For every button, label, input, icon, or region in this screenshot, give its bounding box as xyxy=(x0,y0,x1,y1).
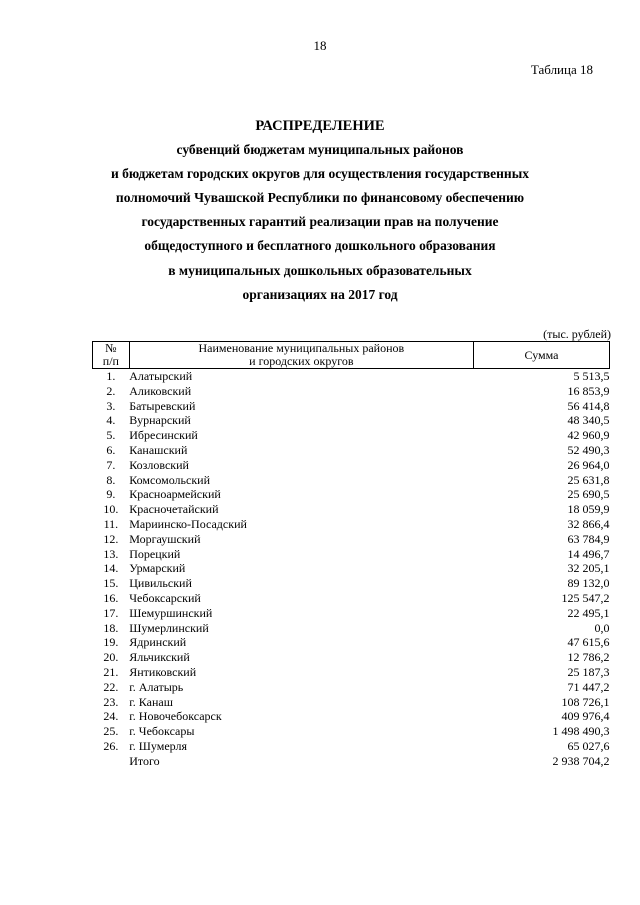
row-name: Порецкий xyxy=(129,546,181,561)
row-name: Моргаушский xyxy=(129,531,201,546)
row-sum: 48 340,5 xyxy=(567,413,610,428)
document-title xyxy=(0,114,640,307)
row-name: Батыревский xyxy=(129,398,196,413)
header-name xyxy=(129,342,473,369)
row-sum: 16 853,9 xyxy=(567,383,610,398)
row-sum: 108 726,1 xyxy=(561,694,610,709)
row-sum: 71 447,2 xyxy=(567,679,610,694)
table-row xyxy=(93,369,610,384)
row-name: Шемуршинский xyxy=(129,605,213,620)
row-name: г. Новочебоксарск xyxy=(129,709,222,724)
row-sum: 56 414,8 xyxy=(567,398,610,413)
header-num-line1: № xyxy=(105,341,117,355)
table-row xyxy=(93,650,610,665)
row-sum: 22 495,1 xyxy=(567,605,610,620)
table-row xyxy=(93,709,610,724)
row-name: Вурнарский xyxy=(129,413,191,428)
table-row xyxy=(93,724,610,739)
distribution-table xyxy=(92,341,610,769)
row-num: 24. xyxy=(103,709,119,724)
table-row xyxy=(93,665,610,680)
row-sum: 52 490,3 xyxy=(567,442,610,457)
row-name: Мариинско-Посадский xyxy=(129,516,247,531)
row-num: 10. xyxy=(103,502,119,517)
table-row xyxy=(93,532,610,547)
table-row xyxy=(93,576,610,591)
header-num-line2: п/п xyxy=(102,354,119,368)
title-line: государственных гарантий реализации прав на получение xyxy=(141,214,499,230)
total-label: Итого xyxy=(129,753,160,768)
title-main: РАСПРЕДЕЛЕНИЕ xyxy=(255,118,385,134)
header-name-line1: Наименование муниципальных районов xyxy=(198,341,405,355)
table-row xyxy=(93,487,610,502)
row-name: Козловский xyxy=(129,457,189,472)
table-row xyxy=(93,739,610,754)
row-name: Янтиковский xyxy=(129,664,197,679)
table-row xyxy=(93,695,610,710)
title-line: в муниципальных дошкольных образовательных xyxy=(168,262,472,278)
total-sum: 2 938 704,2 xyxy=(552,753,610,768)
table-row xyxy=(93,547,610,562)
page-number: 18 xyxy=(313,38,327,53)
row-sum: 12 786,2 xyxy=(567,650,610,665)
table-header-row xyxy=(93,342,610,369)
row-num: 22. xyxy=(103,679,119,694)
table-row xyxy=(93,680,610,695)
row-num: 8. xyxy=(106,472,116,487)
row-num: 12. xyxy=(103,531,119,546)
row-sum: 65 027,6 xyxy=(567,738,610,753)
row-name: г. Шумерля xyxy=(129,738,188,753)
row-num: 7. xyxy=(106,457,116,472)
table-label: Таблица 18 xyxy=(530,62,593,77)
row-num: 6. xyxy=(106,442,116,457)
title-line: организациях на 2017 год xyxy=(242,286,398,302)
row-sum: 1 498 490,3 xyxy=(552,724,610,739)
row-sum: 32 866,4 xyxy=(567,516,610,531)
row-name: Канашский xyxy=(129,442,188,457)
row-sum: 63 784,9 xyxy=(567,531,610,546)
row-name: Красночетайский xyxy=(129,502,219,517)
table-row xyxy=(93,517,610,532)
row-num: 2. xyxy=(106,383,116,398)
row-name: Аликовский xyxy=(129,383,192,398)
row-name: Яльчикский xyxy=(129,650,190,665)
table-row xyxy=(93,473,610,488)
row-name: Красноармейский xyxy=(129,487,221,502)
row-sum: 25 690,5 xyxy=(567,487,610,502)
title-line: общедоступного и бесплатного дошкольного образования xyxy=(144,238,496,254)
row-name: г. Чебоксары xyxy=(129,724,195,739)
row-sum: 14 496,7 xyxy=(567,546,610,561)
table-body xyxy=(93,369,610,769)
row-sum: 42 960,9 xyxy=(567,428,610,443)
row-sum: 25 187,3 xyxy=(567,664,610,679)
row-name: Ибресинский xyxy=(129,428,198,443)
row-num: 17. xyxy=(103,605,119,620)
title-line: субвенций бюджетам муниципальных районов xyxy=(176,142,464,158)
row-sum: 125 547,2 xyxy=(561,590,610,605)
row-sum: 26 964,0 xyxy=(567,457,610,472)
table-row xyxy=(93,413,610,428)
table-row xyxy=(93,621,610,636)
units-note: (тыс. рублей) xyxy=(543,327,611,341)
row-sum: 25 631,8 xyxy=(567,472,610,487)
row-num: 5. xyxy=(106,428,116,443)
row-name: Шумерлинский xyxy=(129,620,209,635)
row-num: 13. xyxy=(103,546,119,561)
table-row xyxy=(93,399,610,414)
row-sum: 5 513,5 xyxy=(573,369,610,383)
row-sum: 409 976,4 xyxy=(561,709,610,724)
row-num: 15. xyxy=(103,576,119,591)
row-num: 11. xyxy=(103,516,119,531)
row-name: г. Канаш xyxy=(129,694,173,709)
table-row xyxy=(93,384,610,399)
row-num: 14. xyxy=(103,561,119,576)
row-name: Комсомольский xyxy=(129,472,210,487)
row-num: 20. xyxy=(103,650,119,665)
title-line: и бюджетам городских округов для осуществления государственных xyxy=(111,166,529,182)
row-num: 16. xyxy=(103,590,119,605)
table-row xyxy=(93,635,610,650)
table-row xyxy=(93,458,610,473)
header-num xyxy=(93,342,130,369)
row-num: 19. xyxy=(103,635,119,650)
row-sum: 0,0 xyxy=(594,620,610,635)
row-sum: 47 615,6 xyxy=(567,635,610,650)
row-name: Цивильский xyxy=(129,576,192,591)
row-name: г. Алатырь xyxy=(129,679,184,694)
total-row xyxy=(93,754,610,769)
row-num: 25. xyxy=(103,724,119,739)
table-row xyxy=(93,502,610,517)
row-name: Ядринский xyxy=(129,635,187,650)
row-name: Алатырский xyxy=(129,369,193,383)
table-row xyxy=(93,428,610,443)
row-name: Чебоксарский xyxy=(129,590,201,605)
table-row xyxy=(93,606,610,621)
row-num: 9. xyxy=(106,487,116,502)
title-line: полномочий Чувашской Республики по финансовому обеспечению xyxy=(115,190,525,206)
row-num: 1. xyxy=(106,369,116,383)
header-sum: Сумма xyxy=(473,342,609,369)
row-name: Урмарский xyxy=(129,561,186,576)
row-num: 4. xyxy=(106,413,116,428)
row-num: 21. xyxy=(103,664,119,679)
row-sum: 89 132,0 xyxy=(567,576,610,591)
total-num xyxy=(93,754,130,769)
header-name-line2: и городских округов xyxy=(249,354,354,368)
row-sum: 32 205,1 xyxy=(567,561,610,576)
row-num: 23. xyxy=(103,694,119,709)
row-num: 18. xyxy=(103,620,119,635)
table-row xyxy=(93,443,610,458)
table-row xyxy=(93,591,610,606)
row-num: 3. xyxy=(106,398,116,413)
row-num: 26. xyxy=(103,738,119,753)
table-row xyxy=(93,561,610,576)
row-sum: 18 059,9 xyxy=(567,502,610,517)
